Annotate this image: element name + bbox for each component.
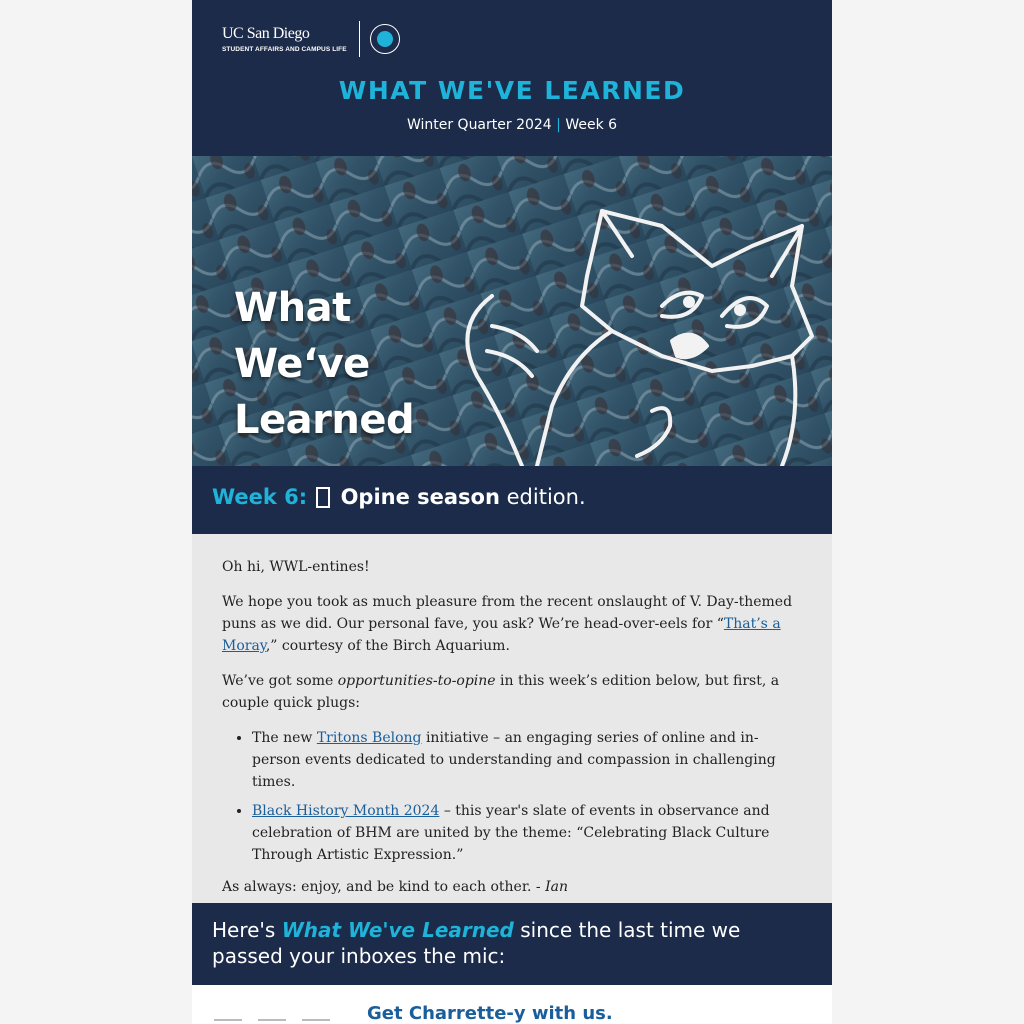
article-card [192, 985, 832, 1024]
hero-banner [192, 156, 832, 466]
bullet-1-before: The new [252, 730, 317, 746]
section-heading-before: Here's [212, 918, 282, 942]
subtitle-separator: | [556, 117, 561, 133]
p2-text-after: in this week’s edition below, but first, a couple quick plugs: [222, 673, 780, 711]
week-theme-suffix: edition. [499, 485, 586, 509]
hero-line-3: Learned [234, 397, 415, 443]
signoff-text: As always: enjoy, and be kind to each other. - [222, 879, 546, 895]
section-heading-highlight: What We've Learned [281, 918, 514, 942]
week-theme-bar [192, 466, 832, 534]
tritons-belong-link[interactable]: Tritons Belong [316, 730, 422, 746]
article-thumbnail [214, 1019, 330, 1024]
section-heading [192, 903, 832, 985]
thumb-mark [302, 1019, 330, 1024]
black-history-month-link[interactable]: Black History Month 2024 [252, 803, 440, 819]
signoff-name: Ian [545, 879, 568, 895]
p1-text-after: ,” courtesy of the Birch Aquarium. [265, 638, 510, 654]
week-number: Week 6: [212, 485, 308, 509]
term-label: Winter Quarter 2024 [406, 117, 552, 133]
p1-text-before: We hope you took as much pleasure from the recent onslaught of V. Day-themed puns as we did. Our personal fave, you ask? We’re head-over-eels for “ [222, 594, 793, 632]
article-title-link[interactable]: Get Charrette-y with us. [367, 1003, 613, 1024]
section-heading-after: since the last time we passed your inboxes the mic: [212, 918, 741, 968]
thats-a-moray-link[interactable]: That’s a Moray [222, 616, 781, 654]
plugs-list [252, 727, 802, 866]
email-header [192, 0, 832, 156]
newsletter-email [192, 0, 832, 1024]
intro-paragraph-1 [222, 591, 802, 657]
logo-dept: STUDENT AFFAIRS AND CAMPUS LIFE [222, 46, 347, 53]
week-label: Week 6 [565, 117, 618, 133]
student-centered-badge-icon [370, 24, 400, 54]
intro-paragraph-2 [222, 670, 802, 714]
bullet-2-after: – this year's slate of events in observance and celebration of BHM are united by the theme: “Celebrating Black Culture Through Artistic Expression.” [252, 803, 770, 863]
p2-text-before: We’ve got some [222, 673, 338, 689]
badge-center [377, 31, 393, 47]
logo-org: UC San Diego [222, 25, 310, 42]
logo-divider [359, 21, 360, 57]
signoff [222, 876, 802, 898]
bullet-1-after: initiative – an engaging series of online and in-person events dedicated to understanding and compassion in challenging times. [252, 730, 776, 790]
thumb-mark [258, 1019, 286, 1024]
p2-emphasis: opportunities-to-opine [337, 673, 496, 689]
intro-section [192, 534, 832, 903]
thumb-mark [214, 1019, 242, 1024]
masthead-title: WHAT WE'VE LEARNED [338, 76, 686, 105]
greeting: Oh hi, WWL-entines! [222, 559, 370, 575]
logo-wordmark [222, 25, 347, 53]
hero-line-2: We‘ve [234, 341, 370, 387]
hero-line-1: What [234, 285, 351, 331]
masthead-subtitle [192, 117, 832, 133]
week-theme: Opine season [340, 485, 500, 509]
list-item [252, 800, 802, 866]
hero-heading [234, 280, 414, 448]
missing-glyph-icon [316, 487, 330, 508]
list-item [252, 727, 802, 793]
ucsd-logo[interactable] [222, 20, 400, 58]
